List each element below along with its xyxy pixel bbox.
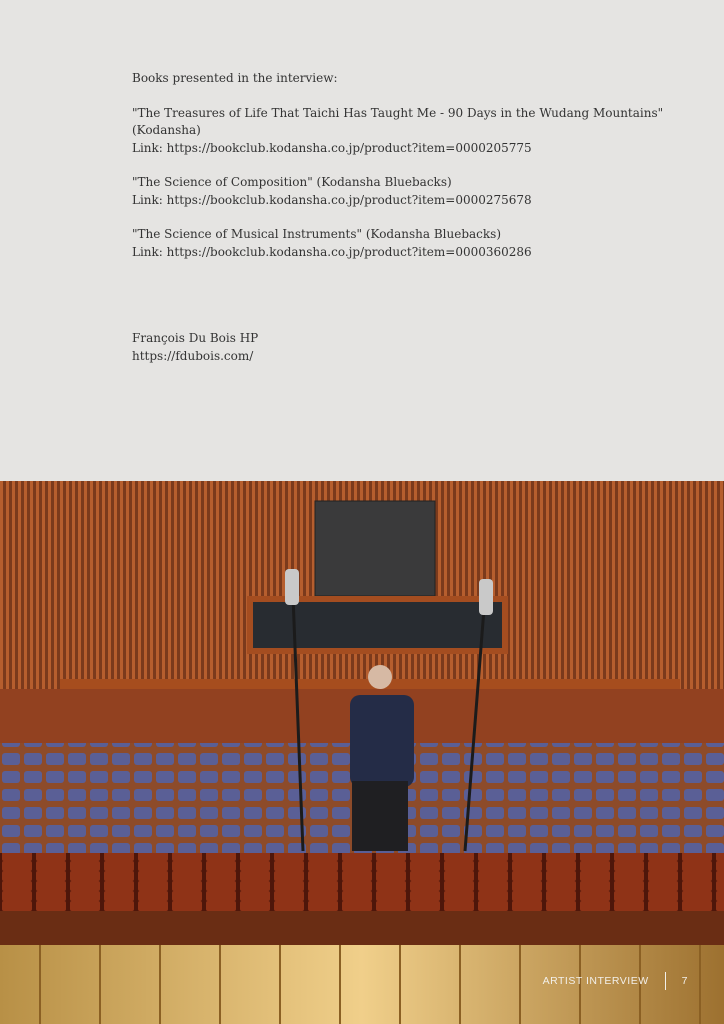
page-footer	[543, 972, 688, 990]
concert-hall-illustration	[0, 481, 724, 1024]
footer-section-label: ARTIST INTERVIEW	[542, 975, 649, 987]
book-1-link[interactable]: Link: https://bookclub.kodansha.co.jp/product?item=0000205775	[132, 140, 532, 155]
book-2-link[interactable]: Link: https://bookclub.kodansha.co.jp/product?item=0000275678	[132, 192, 532, 207]
book-1-publisher: (Kodansha)	[132, 123, 201, 137]
intro-text: Books presented in the interview:	[132, 71, 338, 85]
book-list	[132, 70, 692, 365]
footer-separator	[665, 972, 666, 990]
page-number: 7	[681, 975, 688, 987]
homepage-link[interactable]: https://fdubois.com/	[132, 348, 254, 363]
book-3-link[interactable]: Link: https://bookclub.kodansha.co.jp/product?item=0000360286	[132, 244, 532, 259]
concert-hall-photo	[0, 481, 724, 1024]
book-1-title: "The Treasures of Life That Taichi Has Taught Me - 90 Days in the Wudang Mountains"	[132, 105, 664, 120]
homepage-label: François Du Bois HP	[132, 331, 259, 345]
book-3-title: "The Science of Musical Instruments" (Kodansha Bluebacks)	[132, 227, 501, 241]
book-2-title: "The Science of Composition" (Kodansha Bluebacks)	[132, 175, 452, 189]
